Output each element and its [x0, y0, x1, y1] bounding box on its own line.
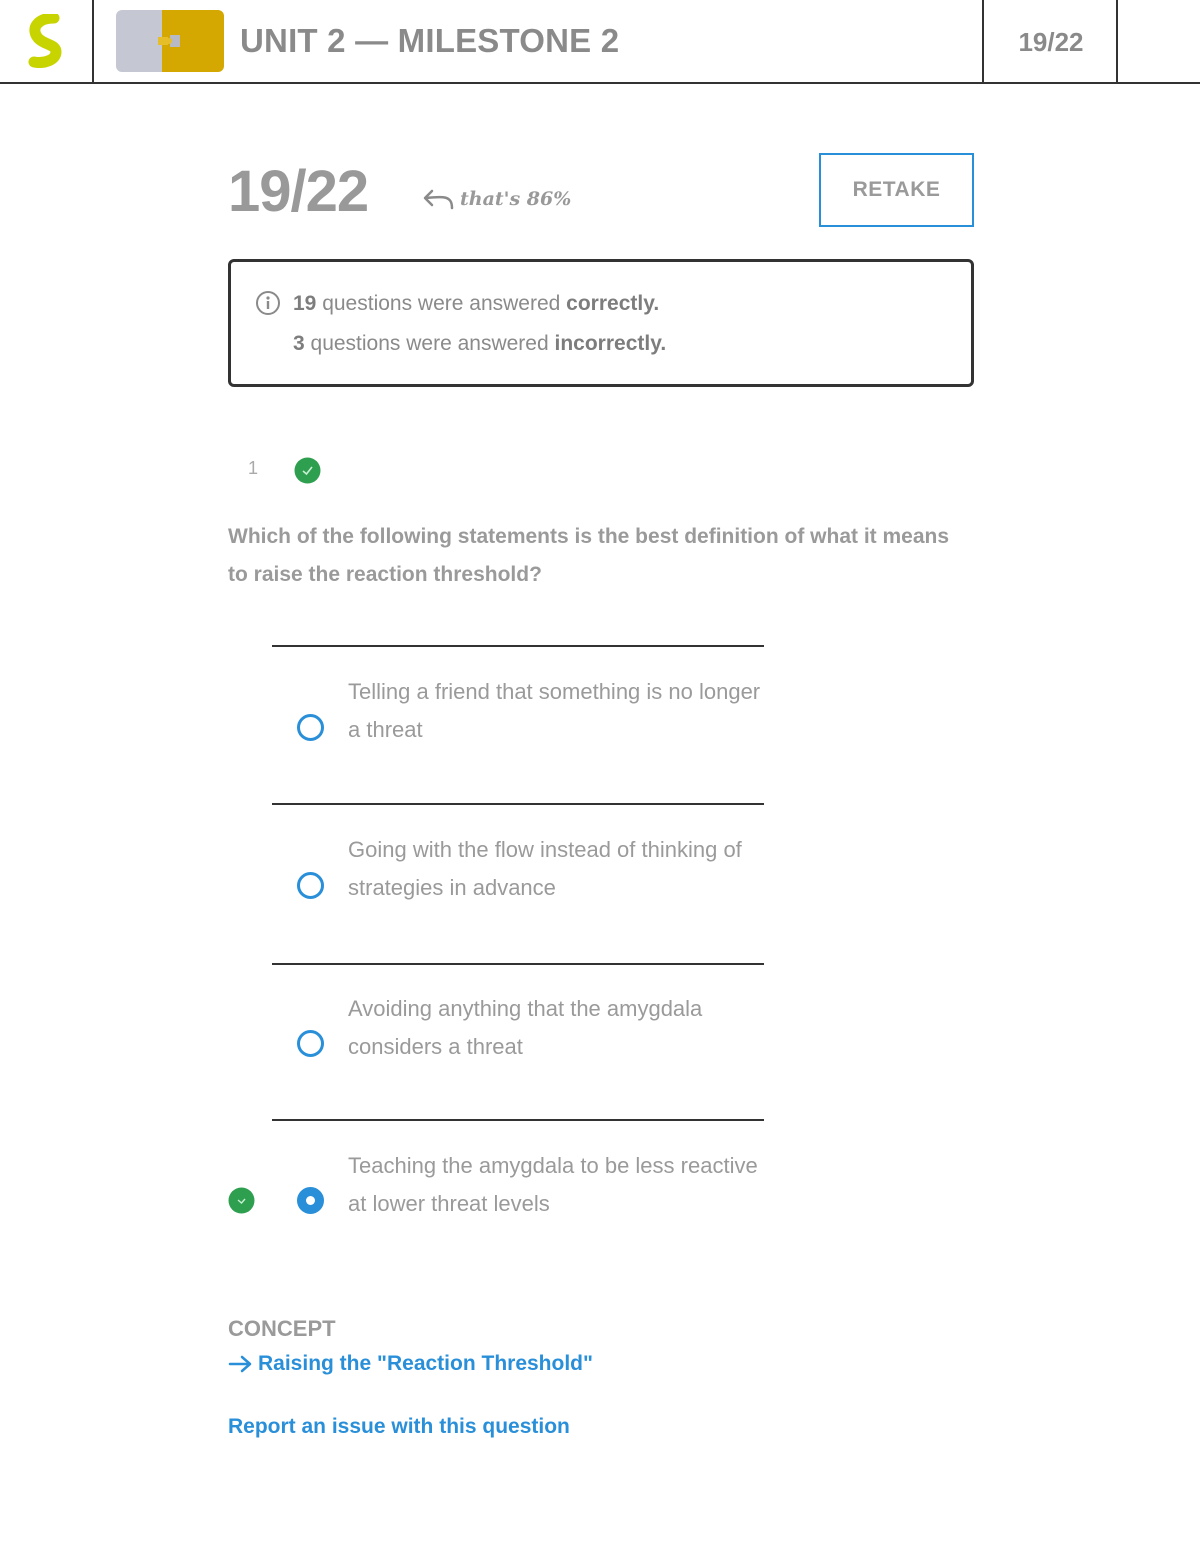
header-divider [1116, 0, 1118, 83]
option-radio[interactable] [297, 1030, 324, 1057]
concept-label: CONCEPT [228, 1316, 336, 1341]
option-radio-selected[interactable] [297, 1187, 324, 1214]
option-text[interactable]: Teaching the amygdala to be less reactive at lower threat levels [348, 1153, 758, 1216]
option-text[interactable]: Telling a friend that something is no longer a threat [348, 679, 761, 742]
unit-thumbnail [116, 10, 224, 72]
option-radio[interactable] [297, 714, 324, 741]
incorrect-summary: 3 questions were answered incorrectly. [293, 332, 667, 355]
concept-link-text[interactable]: Raising the "Reaction Threshold" [258, 1352, 593, 1375]
puzzle-icon [156, 32, 184, 50]
correct-answer-check-icon [228, 1187, 255, 1214]
question-number: 1 [248, 458, 259, 478]
option-divider [272, 645, 764, 647]
arrow-right-icon [228, 1354, 254, 1374]
option-divider [272, 1119, 764, 1121]
curved-arrow-left-icon [420, 186, 454, 212]
question-text: Which of the following statements is the best definition of what it means to raise the reaction threshold? [228, 525, 950, 586]
option-divider [272, 963, 764, 965]
percent-note [420, 186, 571, 212]
option-radio[interactable] [297, 872, 324, 899]
score-total: 19/22 [228, 159, 369, 224]
retake-button[interactable]: RETAKE [819, 153, 974, 227]
unit-title: UNIT 2 — MILESTONE 2 [240, 22, 620, 59]
percent-text: that's 86% [460, 188, 572, 210]
concept-link[interactable] [228, 1352, 593, 1376]
option-divider [272, 803, 764, 805]
top-bar [0, 0, 1200, 84]
header-divider [92, 0, 94, 83]
option-text[interactable]: Going with the flow instead of thinking of strategies in advance [348, 837, 742, 900]
header-score: 19/22 [1018, 26, 1084, 57]
sophia-logo-icon[interactable] [24, 14, 70, 68]
option-text[interactable]: Avoiding anything that the amygdala considers a threat [348, 996, 703, 1059]
results-summary [228, 259, 974, 387]
correct-summary: 19 questions were answered correctly. [293, 292, 660, 315]
report-issue-link[interactable]: Report an issue with this question [228, 1415, 570, 1438]
info-icon [255, 290, 281, 316]
check-circle-icon [294, 457, 321, 484]
